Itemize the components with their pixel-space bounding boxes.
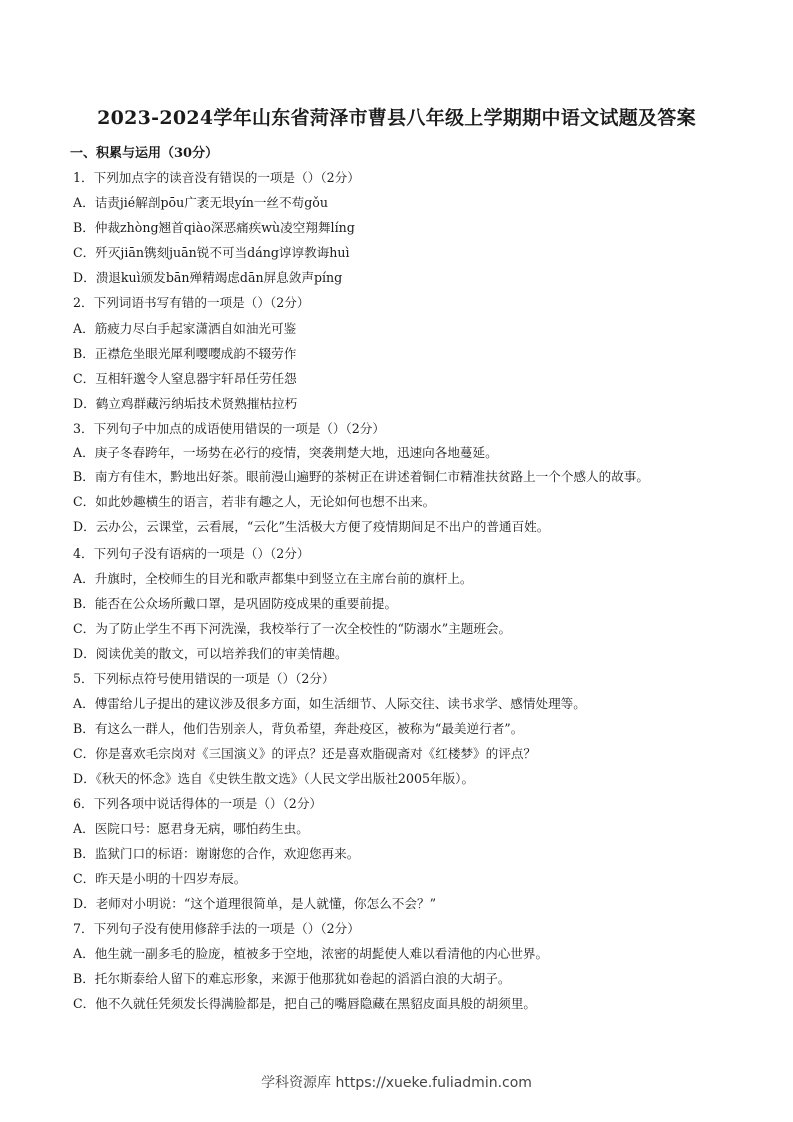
footer-watermark: 学科资源库 https://xueke.fuliadmin.com [261,1075,532,1091]
question-line: 1．下列加点字的读音没有错误的一项是（）（2分） [73,170,360,185]
option-line: B．有这么一群人，他们告别亲人，背负希望，奔赴疫区，被称为“最美逆行者”。 [73,721,524,736]
option-line: D．老师对小明说：“这个道理很简单，是人就懂，你怎么不会？” [73,896,437,911]
option-line: A．筋疲力尽白手起家潇洒自如油光可鉴 [73,321,297,336]
option-line: C．他不久就任凭须发长得满脸都是，把自己的嘴唇隐藏在黑貂皮面具般的胡须里。 [73,996,537,1011]
document-title: 2023-2024学年山东省菏泽市曹县八年级上学期期中语文试题及答案 [97,107,696,129]
option-line: D．阅读优美的散文，可以培养我们的审美情趣。 [73,646,348,661]
option-line: B．能否在公众场所戴口罩，是巩固防疫成果的重要前提。 [73,596,398,611]
option-line: C．互相轩邈令人窒息器宇轩昂任劳任怨 [73,371,297,386]
question-line: 7．下列句子没有使用修辞手法的一项是（）（2分） [73,921,360,936]
option-line: B．仲裁zhòng翘首qiào深恶痛疾wù凌空翔舞líng [73,220,355,235]
option-line: A．诘责jié解剖pōu广袤无垠yín一丝不苟gǒu [73,195,328,210]
option-line: A．庚子冬春跨年，一场势在必行的疫情，突袭荆楚大地，迅速向各地蔓延。 [73,445,498,460]
option-line: B．南方有佳木，黔地出好茶。眼前漫山遍野的茶树正在讲述着铜仁市精准扶贫路上一个个感人的故事。 [73,469,649,484]
section-heading: 一、积累与运用（30分） [70,146,219,161]
question-line: 3．下列句子中加点的成语使用错误的一项是（）（2分） [73,421,385,436]
option-line: A．升旗时，全校师生的目光和歌声都集中到竖立在主席台前的旗杆上。 [73,571,473,586]
option-line: C．昨天是小明的十四岁寿辰。 [73,871,247,886]
option-line: D．溃退kuì颁发bān殚精竭虑dān屏息敛声píng [73,270,343,285]
option-line: B．正襟危坐眼光犀利嘤嘤成韵不辍劳作 [73,346,297,361]
option-line: D．鹤立鸡群藏污纳垢技术贤熟摧枯拉朽 [73,396,298,411]
option-line: A．他生就一副多毛的脸庞，植被多于空地，浓密的胡髭使人难以看清他的内心世界。 [73,946,549,961]
question-line: 6．下列各项中说话得体的一项是（）（2分） [73,796,323,811]
option-line: C．为了防止学生不再下河洗澡，我校举行了一次全校性的“防溺水”主题班会。 [73,621,512,636]
option-line: B．托尔斯泰给人留下的难忘形象，来源于他那犹如卷起的滔滔白浪的大胡子。 [73,971,511,986]
option-line: B．监狱门口的标语：谢谢您的合作，欢迎您再来。 [73,846,360,861]
option-line: A．医院口号：愿君身无病，哪怕药生虫。 [73,821,309,836]
question-line: 4．下列句子没有语病的一项是（）（2分） [73,546,310,561]
option-line: D．云办公，云课堂，云看展，“云化”生活极大方便了疫情期间足不出户的普通百姓。 [73,519,550,534]
option-line: A．傅雷给儿子提出的建议涉及很多方面，如生活细节、人际交往、读书求学、感情处理等。 [73,696,586,711]
option-line: C．如此妙趣横生的语言，若非有趣之人，无论如何也想不出来。 [73,494,436,509]
question-line: 2．下列词语书写有错的一项是（）（2分） [73,295,310,310]
option-line: D．《秋天的怀念》选自《史铁生散文选》（人民文学出版社2005年版）。 [73,771,475,786]
question-line: 5．下列标点符号使用错误的一项是（）（2分） [73,671,335,686]
option-line: C．歼灭jiān镌刻juān锐不可当dáng谆谆教诲huì [73,245,350,260]
option-line: C．你是喜欢毛宗岗对《三国演义》的评点？还是喜欢脂砚斋对《红楼梦》的评点？ [73,746,537,761]
